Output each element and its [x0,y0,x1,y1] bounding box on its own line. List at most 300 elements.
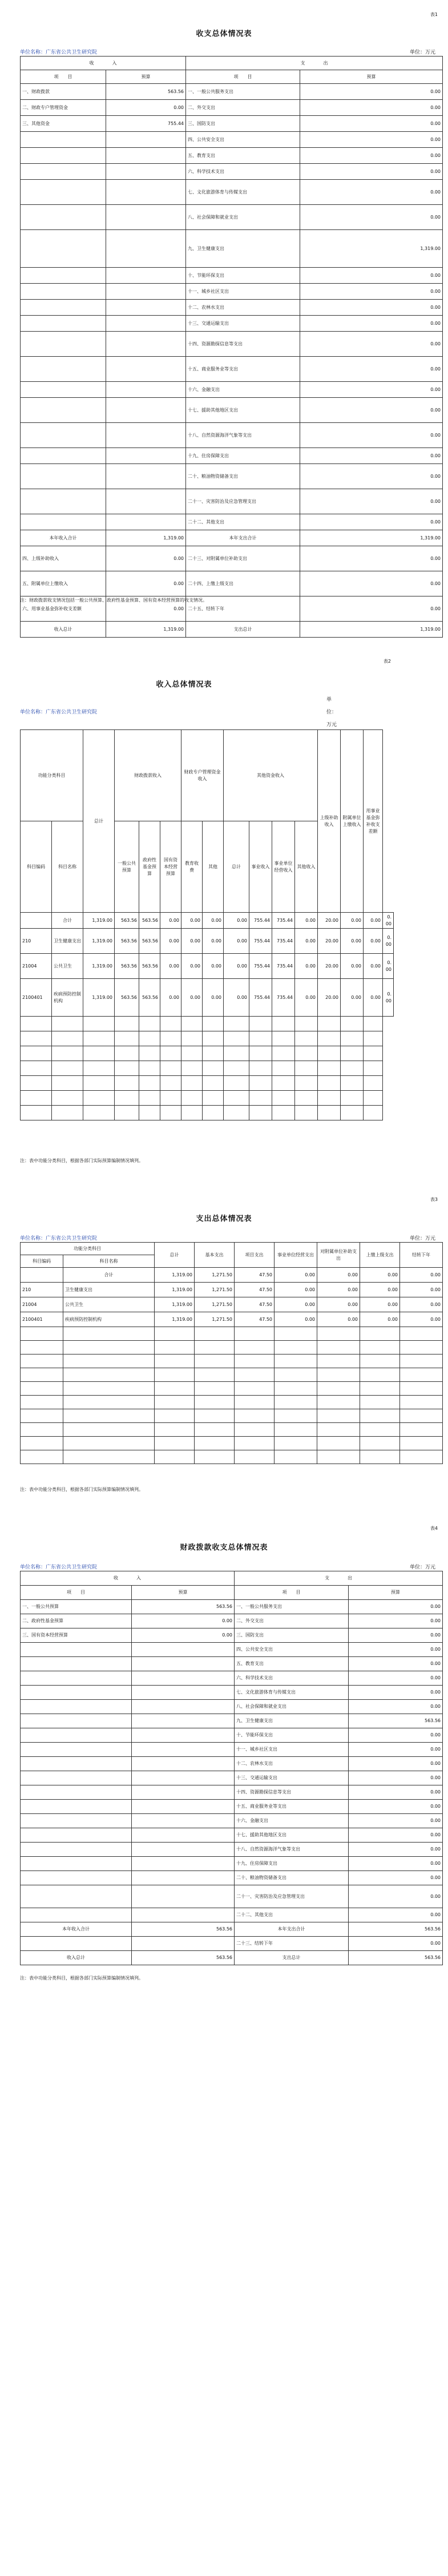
table4-expense-value: 0.00 [349,1937,443,1951]
table2-empty-cell [160,1076,181,1091]
table1-body [21,84,443,638]
table1-income-item: 四、上级补助收入 [21,546,106,571]
table4-row [21,1643,443,1657]
table1-income-header: 收 入 [21,57,186,70]
table4-expense-header: 支 出 [235,1571,443,1586]
table3-empty-cell [63,1368,155,1382]
table2-empty-cell [83,1017,115,1031]
table4-income-header: 收 入 [21,1571,235,1586]
table2-empty-row [21,1091,394,1106]
table2-empty-cell [272,1106,295,1120]
table3-empty-cell [400,1341,443,1354]
table4-expense-value: 0.00 [349,1728,443,1743]
table1-expense-value: 0.00 [300,546,443,571]
table4-row [21,1828,443,1843]
table1-row [21,84,443,100]
table2-unit-name: 单位名称：广东省公共卫生研究院 [20,709,98,715]
table4-expense-value: 0.00 [349,1785,443,1800]
table3-empty-cell [195,1382,235,1396]
table2-value: 0.00 [160,954,181,979]
table4-body [21,1600,443,1965]
table2-empty-cell [224,1061,249,1076]
table1-expense-value: 1,319.00 [300,530,443,546]
table2-func-header: 功能分类科目 [21,730,83,821]
table4-income-value [132,1908,235,1922]
table2-empty-row [21,1046,394,1061]
table2-value: 20.00 [318,913,341,929]
table3-empty-cell [195,1327,235,1341]
table1-income-item: 收入总计 [21,622,106,638]
table4-expense-item: 九、卫生健康支出 [235,1714,349,1728]
table4-item-header: 项 目 [235,1586,349,1600]
table2-empty-cell [341,1017,364,1031]
table2-empty-cell [160,1061,181,1076]
table3-name: 合计 [63,1268,155,1283]
table4-income-item [21,1657,132,1671]
table2-empty-cell [115,1046,139,1061]
table2-value: 0.00 [203,979,224,1017]
table1-expense-value: 0.00 [300,180,443,205]
table2-empty-cell [295,1046,318,1061]
table3-empty-cell [400,1327,443,1341]
table4-expense-item: 六、科学技术支出 [235,1671,349,1686]
table4-number: 表4 [430,1526,438,1531]
table4-expense-item: 七、文化旅游体育与传媒支出 [235,1686,349,1700]
table4-income-item [21,1843,132,1857]
table2-empty-cell [203,1061,224,1076]
table1-income-value [106,382,186,398]
table2-empty-cell [203,1031,224,1046]
table2-empty-cell [318,1017,341,1031]
table3-number: 表3 [430,1197,438,1202]
table3-empty-row [21,1382,443,1396]
table4-row [21,1885,443,1908]
table3-row [21,1268,443,1283]
table4-income-value: 0.00 [132,1614,235,1628]
table3-empty-cell [21,1382,63,1396]
table2-value: 0.00 [383,979,394,1017]
table3-empty-cell [63,1327,155,1341]
table2-empty-cell [203,1046,224,1061]
table1-expense-value: 0.00 [300,332,443,357]
table2-empty-cell [160,1091,181,1106]
table3-value: 0.00 [360,1297,400,1312]
table4-expense-value: 0.00 [349,1671,443,1686]
table2-empty-cell [364,1031,383,1046]
table4-expense-value: 0.00 [349,1771,443,1785]
table3-value: 47.50 [235,1283,275,1297]
table1-income-item: 五、附属单位上缴收入 [21,571,106,596]
table2-empty-cell [139,1017,160,1031]
table2-value: 0.00 [341,979,364,1017]
table4-income-value [132,1843,235,1857]
table3-empty-cell [155,1354,195,1368]
table1-income-value [106,448,186,464]
table1-row [21,571,443,596]
table3-code [21,1268,63,1283]
table3-row [21,1283,443,1297]
table4-income-item [21,1771,132,1785]
table3-body [21,1268,443,1464]
table3-empty-cell [400,1354,443,1368]
table4-expense-item: 十一、城乡社区支出 [235,1743,349,1757]
table2-empty-cell [364,1106,383,1120]
table3-value: 47.50 [235,1268,275,1283]
table2-name: 疾病预防控制机构 [52,979,83,1017]
table1-expense-value: 1,319.00 [300,622,443,638]
table4-expense-value: 0.00 [349,1885,443,1908]
table4-income-item [21,1857,132,1871]
table4-expense-value: 0.00 [349,1843,443,1857]
table4-income-item: 三、国有资本经营预算 [21,1628,132,1643]
table1-income-item [21,316,106,332]
table2-value: 0.00 [224,954,249,979]
table2-value: 0.00 [364,913,383,929]
table1-budget-header: 预算 [106,70,186,84]
table1-item-header: 项 目 [186,70,300,84]
table2-unit-3: 万元 [326,722,337,728]
table3-empty-cell [400,1368,443,1382]
table1-expense-value: 0.00 [300,284,443,300]
table4-expense-value: 0.00 [349,1908,443,1922]
table1-header-row [21,57,443,70]
table1-expense-value: 0.00 [300,382,443,398]
table4-income-value [132,1714,235,1728]
table4-income-value [132,1800,235,1814]
table4-income-value [132,1743,235,1757]
table1-income-value [106,230,186,268]
table3-empty-cell [360,1327,400,1341]
table2-empty-cell [83,1106,115,1120]
table4-row [21,1771,443,1785]
table2-empty-cell [318,1046,341,1061]
table2-empty-cell [272,1017,295,1031]
table1-income-value: 1,319.00 [106,530,186,546]
table3-empty-cell [360,1341,400,1354]
table3-value: 0.00 [275,1283,317,1297]
table4-income-item [21,1728,132,1743]
table1-income-value [106,357,186,382]
table2-empty-row [21,1061,394,1076]
table4 [20,1571,443,1965]
table3-value: 0.00 [400,1283,443,1297]
table2-empty-cell [341,1106,364,1120]
table1-row [21,316,443,332]
table3-empty-cell [360,1396,400,1409]
table4-income-item [21,1743,132,1757]
table3-value: 0.00 [400,1312,443,1327]
table2-empty-cell [203,1017,224,1031]
table4-row [21,1600,443,1614]
table2-value: 0.00 [203,913,224,929]
table1-income-value [106,205,186,230]
table3-code: 210 [21,1283,63,1297]
table2-value: 20.00 [318,929,341,954]
table4-expense-value: 0.00 [349,1743,443,1757]
table4-expense-item: 十九、住房保障支出 [235,1857,349,1871]
table3-empty-cell [317,1368,360,1382]
table1-section [0,0,448,632]
table2-empty-cell [295,1017,318,1031]
table2-empty-cell [115,1091,139,1106]
table2-empty-cell [52,1076,83,1091]
table2-empty-cell [249,1076,272,1091]
table4-expense-value: 0.00 [349,1700,443,1714]
table4-expense-item: 五、教育支出 [235,1657,349,1671]
table3-empty-cell [21,1327,63,1341]
table3-empty-cell [195,1368,235,1382]
table2-upper-header: 上级补助收入 [318,730,341,913]
table4-expense-item: 十三、交通运输支出 [235,1771,349,1785]
table3-empty-row [21,1354,443,1368]
table2-empty-cell [224,1091,249,1106]
table3-value: 0.00 [400,1297,443,1312]
table4-expense-value: 0.00 [349,1871,443,1885]
table3-empty-cell [275,1341,317,1354]
table2-value: 563.56 [115,954,139,979]
table3-empty-cell [235,1450,275,1464]
table2-empty-cell [21,1106,52,1120]
table2-value: 0.00 [341,954,364,979]
table1-item-header: 项 目 [21,70,106,84]
table3-title: 支出总体情况表 [196,1215,252,1223]
table1-income-value [106,514,186,530]
table4-header-row [21,1571,443,1586]
table2-empty-cell [341,1076,364,1091]
table2-empty-cell [272,1046,295,1061]
table1-row [21,448,443,464]
table4-expense-value: 563.56 [349,1951,443,1965]
table1-row [21,530,443,546]
table2-empty-cell [181,1106,203,1120]
table3-empty-cell [275,1423,317,1437]
table2-empty-cell [83,1046,115,1061]
table4-income-value [132,1785,235,1800]
table1-income-value: 0.00 [106,546,186,571]
table3-empty-cell [155,1368,195,1382]
table4-expense-item: 十、节能环保支出 [235,1728,349,1743]
table1-income-item [21,357,106,382]
table3-value: 47.50 [235,1297,275,1312]
table4-income-item [21,1885,132,1908]
table2-empty-cell [181,1061,203,1076]
table2-o3-header: 其他收入 [295,821,318,913]
table4-income-value [132,1686,235,1700]
table3-empty-cell [360,1423,400,1437]
table1-expense-item: 二十三、对附属单位补助支出 [186,546,300,571]
table2-name: 公共卫生 [52,954,83,979]
table2-value: 1,319.00 [83,954,115,979]
table1-income-value [106,132,186,148]
table2-value: 0.00 [224,979,249,1017]
table2-empty-cell [83,1061,115,1076]
table2-empty-cell [318,1076,341,1091]
table1-expense-item: 十八、自然资源海洋气象等支出 [186,423,300,448]
table3-empty-cell [317,1437,360,1450]
table1-income-item: 三、其他资金 [21,116,106,132]
table4-expense-item: 二十、粮油物资储备支出 [235,1871,349,1885]
table2-value: 0.00 [203,929,224,954]
table4-row [21,1671,443,1686]
table3-value: 0.00 [275,1297,317,1312]
table2-empty-row [21,1017,394,1031]
table1-expense-value: 0.00 [300,596,443,622]
table4-subheader-row [21,1586,443,1600]
table3-empty-row [21,1327,443,1341]
table3-value: 0.00 [317,1268,360,1283]
table3-header-row1 [21,1243,443,1255]
table4-unit-name: 单位名称：广东省公共卫生研究院 [20,1565,98,1570]
table4-income-value [132,1643,235,1657]
table3-empty-cell [155,1327,195,1341]
table1-expense-value: 0.00 [300,148,443,164]
table4-income-item [21,1908,132,1922]
table2-other-total-header: 总计 [224,821,249,913]
table3-empty-cell [275,1382,317,1396]
table1-income-item [21,180,106,205]
table2-f1-header: 一般公共预算 [115,821,139,913]
table2-value: 563.56 [115,913,139,929]
table4-expense-item: 十二、农林水支出 [235,1757,349,1771]
table2-affil-header: 附属单位上缴收入 [341,730,364,913]
table1-income-item [21,132,106,148]
table1-row [21,382,443,398]
table4-expense-value: 0.00 [349,1814,443,1828]
table3-empty-cell [195,1396,235,1409]
table4-income-item [21,1671,132,1686]
table3-empty-cell [400,1450,443,1464]
table4-income-value [132,1857,235,1871]
table3-name: 疾病预防控制机构 [63,1312,155,1327]
table2-empty-cell [52,1061,83,1076]
table4-expense-value: 0.00 [349,1643,443,1657]
table2-value: 755.44 [249,954,272,979]
table3-empty-cell [21,1341,63,1354]
table3-empty-cell [155,1341,195,1354]
table4-income-item [21,1871,132,1885]
table3-code: 21004 [21,1297,63,1312]
table1-income-item [21,230,106,268]
table3-empty-cell [317,1423,360,1437]
table3-empty-cell [400,1437,443,1450]
table3-unit: 单位：万元 [409,1236,435,1241]
table3-empty-cell [317,1450,360,1464]
table1-income-value [106,316,186,332]
table3-empty-cell [360,1354,400,1368]
table4-budget-header: 预算 [349,1586,443,1600]
table1-unit-name: 单位名称：广东省公共卫生研究院 [20,50,98,55]
table2-special-header: 财政专户管理资金收入 [181,730,224,821]
table2-empty-cell [272,1091,295,1106]
table3-empty-cell [317,1396,360,1409]
table4-income-item: 二、政府性基金预算 [21,1614,132,1628]
table4-expense-value: 0.00 [349,1857,443,1871]
table3-empty-cell [63,1354,155,1368]
table3-empty-cell [63,1396,155,1409]
table3-value: 1,271.50 [195,1297,235,1312]
table2-empty-cell [318,1106,341,1120]
table1-income-value: 1,319.00 [106,622,186,638]
table2-empty-cell [249,1106,272,1120]
table1-expense-item: 五、教育支出 [186,148,300,164]
table2-empty-cell [21,1031,52,1046]
table3-value: 47.50 [235,1312,275,1327]
table2-value: 0.00 [341,929,364,954]
table1-expense-item: 支出总计 [186,622,300,638]
table3-empty-cell [155,1450,195,1464]
table3-empty-cell [360,1409,400,1423]
table3-empty-cell [21,1396,63,1409]
table2-value: 1,319.00 [83,913,115,929]
table2-value: 0.00 [203,954,224,979]
table1-income-item [21,148,106,164]
table4-income-value: 563.56 [132,1922,235,1937]
table3-total-header: 总计 [155,1243,195,1268]
table2-empty-cell [272,1061,295,1076]
table2-value: 0.00 [364,954,383,979]
table1-row [21,300,443,316]
table1-expense-item: 二十五、结转下年 [186,596,300,622]
table2-empty-cell [115,1061,139,1076]
table2-value: 0.00 [295,954,318,979]
table1-row [21,464,443,489]
table1-row [21,423,443,448]
table4-expense-item: 二、外交支出 [235,1614,349,1628]
table1-expense-item: 二十一、灾害防治及应急管理支出 [186,489,300,514]
table4-expense-value: 0.00 [349,1800,443,1814]
table2-empty-cell [83,1091,115,1106]
table3-value: 0.00 [360,1268,400,1283]
table4-income-value [132,1937,235,1951]
table1-expense-item: 十二、农林水支出 [186,300,300,316]
table2-value: 563.56 [139,929,160,954]
table2-empty-cell [364,1046,383,1061]
table3-unit-name: 单位名称：广东省公共卫生研究院 [20,1236,98,1241]
table2-value: 20.00 [318,954,341,979]
table3-empty-cell [63,1437,155,1450]
table2-empty-cell [160,1031,181,1046]
table2-code-header: 科目编码 [21,821,52,913]
table2-empty-cell [341,1031,364,1046]
table1-expense-value: 0.00 [300,316,443,332]
table1-expense-value: 0.00 [300,100,443,116]
table1-expense-value: 0.00 [300,84,443,100]
table1-row [21,284,443,300]
table1-expense-item: 十五、商业服务业等支出 [186,357,300,382]
table1-income-item [21,205,106,230]
table4-row [21,1843,443,1857]
table1-expense-item: 八、社会保障和就业支出 [186,205,300,230]
table1-expense-item: 三、国防支出 [186,116,300,132]
table3-affil-header: 对附属单位补助支出 [317,1243,360,1268]
table2-empty-cell [115,1076,139,1091]
table2-empty-cell [364,1091,383,1106]
table3-value: 0.00 [317,1283,360,1297]
table2-value: 563.56 [139,954,160,979]
table4-income-item [21,1814,132,1828]
table4-income-value: 0.00 [132,1628,235,1643]
table3-value: 0.00 [400,1268,443,1283]
table3-value: 0.00 [360,1283,400,1297]
table3-empty-cell [317,1341,360,1354]
table2-body [21,913,394,1120]
table2-empty-cell [160,1017,181,1031]
table3-empty-cell [317,1382,360,1396]
table3-value: 1,271.50 [195,1268,235,1283]
table4-row [21,1785,443,1800]
table2-empty-cell [249,1091,272,1106]
table1-row [21,180,443,205]
